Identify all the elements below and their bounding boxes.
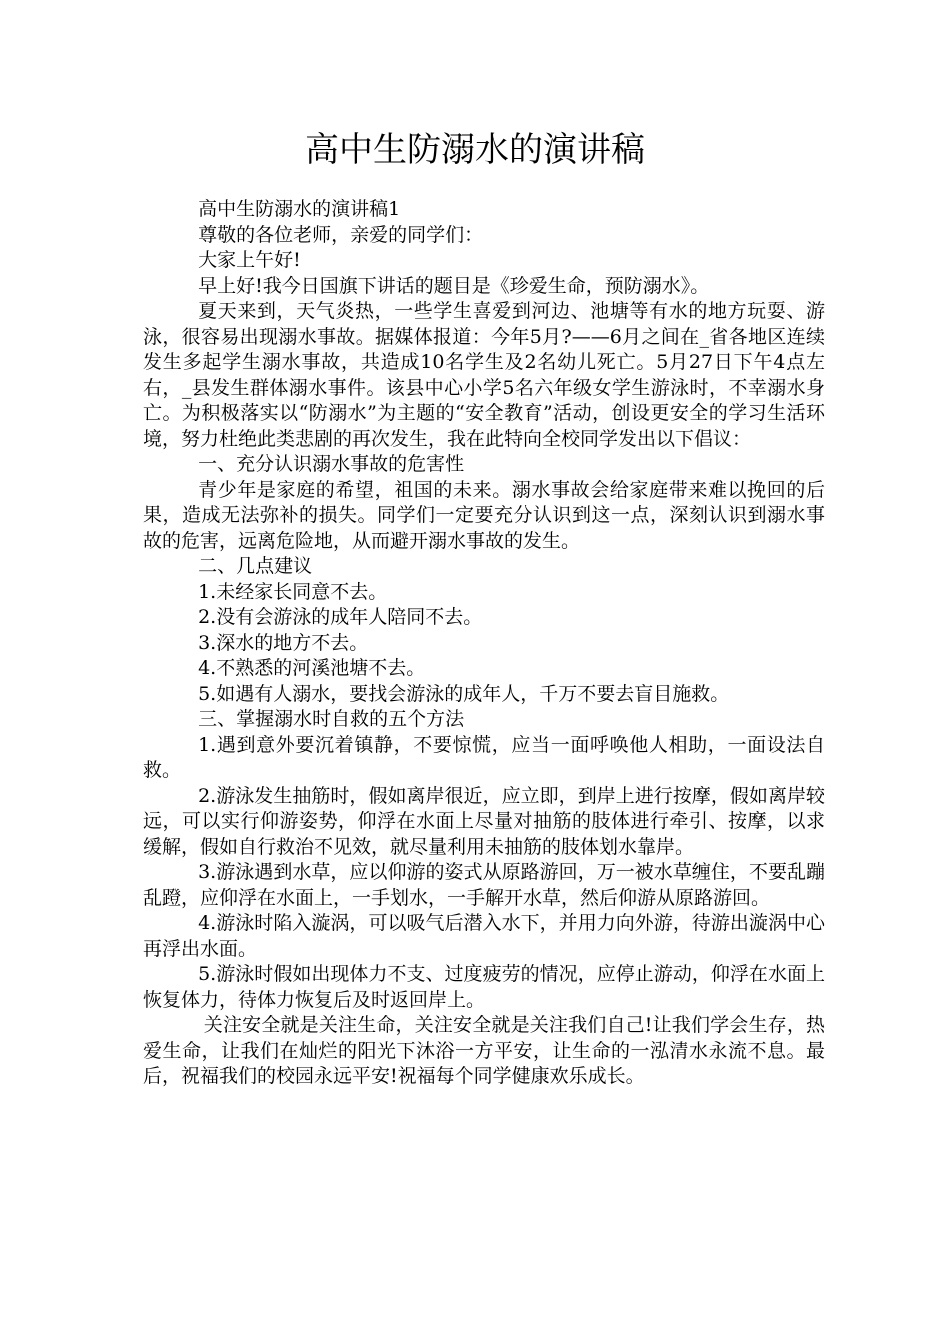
list-item: 3.深水的地方不去。 [198, 631, 369, 654]
subtitle-paragraph: 高中生防溺水的演讲稿1 [198, 198, 401, 220]
list-item: 1.未经家长同意不去。 [198, 580, 388, 603]
list-item: 3.游泳遇到水草，应以仰游的姿式从原路游回，万一被水草缠住，不要乱蹦乱蹬，应仰浮在水面上，一手划水，一手解开水草，然后仰游从原路游回。 [143, 861, 825, 909]
closing-paragraph: 关注安全就是关注生命，关注安全就是关注我们自己!让我们学会生存，热爱生命，让我们在灿烂的阳光下沐浴一方平安，让生命的一泓清水永流不息。最后，祝福我们的校园永远平安!祝福每个同学健康欢乐成长。 [143, 1014, 825, 1087]
section-heading: 二、几点建议 [198, 555, 313, 577]
list-item: 4.不熟悉的河溪池塘不去。 [198, 657, 426, 679]
list-item: 1.遇到意外要沉着镇静，不要惊慌，应当一面呼唤他人相助，一面设法自救。 [143, 733, 825, 781]
greeting-paragraph: 尊敬的各位老师，亲爱的同学们： [198, 223, 484, 246]
greeting-paragraph: 大家上午好! [198, 249, 301, 271]
list-item: 2.没有会游泳的成年人陪同不去。 [198, 606, 483, 628]
section-heading: 三、掌握溺水时自救的五个方法 [198, 708, 465, 730]
document-title: 高中生防溺水的演讲稿 [305, 130, 645, 170]
intro-paragraph: 早上好!我今日国旗下讲话的题目是《珍爱生命，预防溺水》。 [198, 274, 710, 297]
list-item: 2.游泳发生抽筋时，假如离岸很近，应立即，到岸上进行按摩，假如离岸较远，可以实行仰游姿势，仰浮在水面上尽量对抽筋的肢体进行牵引、按摩，以求缓解，假如自行救治不见效，就尽量利用未抽筋的肢体划水靠岸。 [143, 784, 825, 858]
body-paragraph: 青少年是家庭的希望，祖国的未来。溺水事故会给家庭带来难以挽回的后果，造成无法弥补的损失。同学们一定要充分认识到这一点，深刻认识到溺水事故的危害，远离危险地，从而避开溺水事故的发生。 [143, 478, 825, 552]
list-item: 4.游泳时陷入漩涡，可以吸气后潜入水下，并用力向外游，待游出漩涡中心再浮出水面。 [143, 912, 825, 960]
section-heading: 一、充分认识溺水事故的危害性 [198, 453, 465, 475]
list-item: 5.如遇有人溺水，要找会游泳的成年人，千万不要去盲目施救。 [198, 682, 730, 705]
body-paragraph: 夏天来到，天气炎热，一些学生喜爱到河边、池塘等有水的地方玩耍、游泳，很容易出现溺水事故。据媒体报道：今年5月?——6月之间在_省各地区连续发生多起学生溺水事故，共造成10名学生及2名幼儿死亡。5月27日下午4点左右，_县发生群体溺水事件。该县中心小学5名六年级女学生游泳时，不幸溺水身亡。为积极落实以“防溺水”为主题的“安全教育”活动，创设更安全的学习生活环境，努力杜绝此类悲剧的再次发生，我在此特向全校同学发出以下倡议： [143, 300, 825, 450]
document-body [143, 197, 825, 1090]
list-item: 5.游泳时假如出现体力不支、过度疲劳的情况，应停止游动，仰浮在水面上恢复体力，待体力恢复后及时返回岸上。 [143, 963, 825, 1011]
